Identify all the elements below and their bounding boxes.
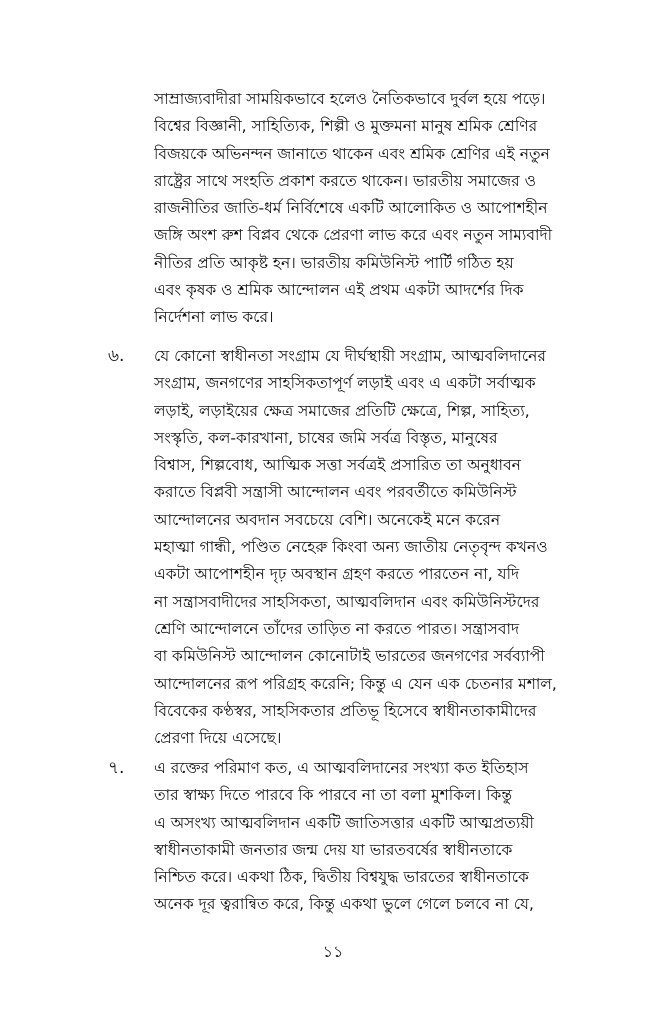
- text-line: বিজয়কে অভিনন্দন জানাতে থাকেন এবং শ্রমিক শ্রেণির এই নতুন: [154, 144, 550, 163]
- text-line: যে কোনো স্বাধীনতা সংগ্রাম যে দীর্ঘস্থায়ী সংগ্রাম, আত্মবলিদানের: [154, 347, 546, 365]
- text-line: বিশ্বের বিজ্ঞানী, সাহিত্যিক, শিল্পী ও মুক্তমনা মানুষ শ্রমিক শ্রেণির: [154, 117, 538, 136]
- text-line: আন্দোলনের রূপ পরিগ্রহ করেনি; কিন্তু এ যেন এক চেতনার মশাল,: [154, 674, 557, 693]
- text-line: নিশ্চিত করে। একথা ঠিক, দ্বিতীয় বিশ্বযুদ্ধ ভারতের স্বাধীনতাকে: [154, 868, 529, 887]
- text-line: না সন্ত্রাসবাদীদের সাহসিকতা, আত্মবলিদান এবং কমিউনিস্টদের: [154, 592, 540, 611]
- text-line: রাজনীতির জাতি-ধর্ম নির্বিশেষে একটি আলোকিত ও আপোশহীন: [154, 199, 548, 218]
- text-line: নীতির প্রতি আকৃষ্ট হন। ভারতীয় কমিউনিস্ট পার্টি গঠিত হয়: [154, 253, 514, 272]
- text-line: এ অসংখ্য আত্মবলিদান একটি জাতিসত্তার একটি আত্মপ্রত্যয়ী: [154, 813, 534, 832]
- paragraph-body: [154, 755, 594, 919]
- text-line: সাম্রাজ্যবাদীরা সাময়িকভাবে হলেও নৈতিকভাবে দুর্বল হয়ে পড়ে।: [154, 90, 546, 108]
- text-line: রাষ্ট্রের সাথে সংহতি প্রকাশ করতে থাকেন। ভারতীয় সমাজের ও: [154, 171, 537, 190]
- text-line: এবং কৃষক ও শ্রমিক আন্দোলন এই প্রথম একটা আদর্শের দিক: [154, 281, 524, 300]
- text-line: মহাত্মা গান্ধী, পণ্ডিত নেহেরু কিংবা অন্য জাতীয় নেতৃবৃন্দ কখনও: [154, 538, 548, 557]
- text-line: করাতে বিপ্লবী সন্ত্রাসী আন্দোলন এবং পরবর্তীতে কমিউনিস্ট: [154, 483, 517, 502]
- paragraph-number: ৭.: [108, 758, 125, 778]
- text-line: প্রেরণা দিয়ে এসেছে।: [154, 729, 282, 748]
- text-line: সংস্কৃতি, কল-কারখানা, চাষের জমি সর্বত্র বিস্তৃত, মানুষের: [154, 428, 498, 447]
- text-line: বিশ্বাস, শিল্পবোধ, আত্মিক সত্তা সর্বত্রই প্রসারিত তা অনুধাবন: [154, 456, 521, 475]
- page-number: ১১: [322, 942, 344, 961]
- text-line: স্বাধীনতাকামী জনতার জন্ম দেয় যা ভারতবর্ষের স্বাধীনতাকে: [154, 840, 513, 859]
- text-line: শ্রেণি আন্দোলনে তাঁদের তাড়িত না করতে পারত। সন্ত্রাসবাদ: [154, 619, 520, 638]
- text-line: বিবেকের কণ্ঠস্বর, সাহসিকতার প্রতিভূ হিসেবে স্বাধীনতাকামীদের: [154, 701, 537, 720]
- text-line: নির্দেশনা লাভ করে।: [154, 308, 274, 327]
- text-line: লড়াই, লড়াইয়ের ক্ষেত্র সমাজের প্রতিটি ক্ষেত্রে, শিল্প, সাহিত্য,: [154, 401, 530, 420]
- text-line: সংগ্রাম, জনগণের সাহসিকতাপূর্ণ লড়াই এবং এ একটা সর্বাত্মক: [154, 374, 536, 393]
- paragraph-body: [154, 343, 594, 752]
- text-line: বা কমিউনিস্ট আন্দোলন কোনোটাই ভারতের জনগণের সর্বব্যাপী: [154, 647, 545, 666]
- continued-paragraph: [154, 86, 594, 332]
- text-line: জঙ্গি অংশ রুশ বিপ্লব থেকে প্রেরণা লাভ করে এবং নতুন সাম্যবাদী: [154, 226, 553, 245]
- text-line: এ রক্তের পরিমাণ কত, এ আত্মবলিদানের সংখ্যা কত ইতিহাস: [154, 759, 529, 777]
- text-line: অনেক দূর ত্বরান্বিত করে, কিন্তু একথা ভুলে গেলে চলবে না যে,: [154, 895, 534, 914]
- text-line: একটা আপোশহীন দৃঢ় অবস্থান গ্রহণ করতে পারতেন না, যদি: [154, 565, 520, 584]
- text-line: তার স্বাক্ষ্য দিতে পারবে কি পারবে না তা বলা মুশকিল। কিন্তু: [154, 786, 513, 805]
- paragraph-number: ৬.: [108, 346, 125, 366]
- text-line: আন্দোলনের অবদান সবচেয়ে বেশি। অনেকেই মনে করেন: [154, 510, 501, 529]
